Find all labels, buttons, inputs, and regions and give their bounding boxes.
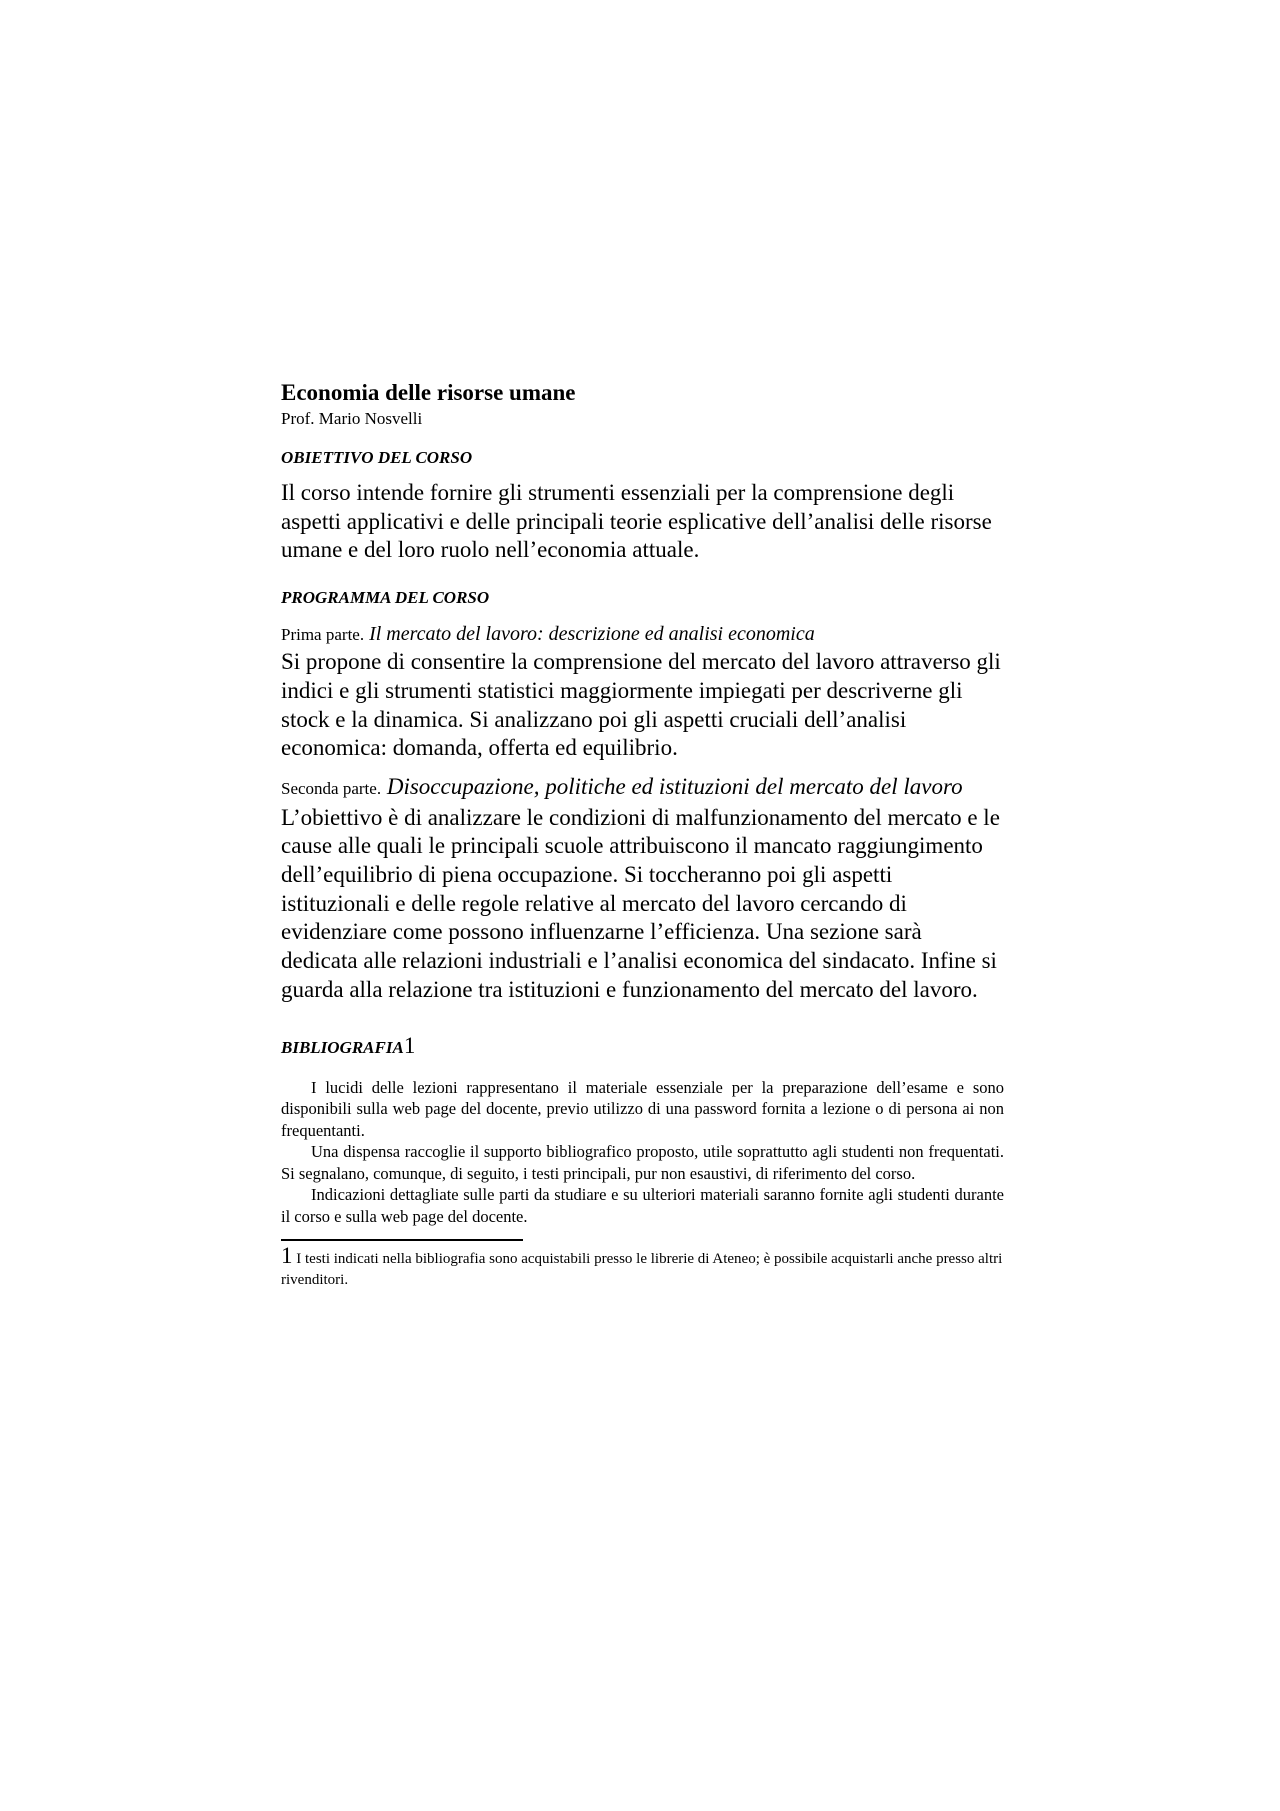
part1-text: Si propone di consentire la comprensione del mercato del lavoro attraverso gli indici e gli strumenti statistici maggiormente impiegati per descriverne gli stock e la dinamica. Si analizzano poi gli aspetti cruciali dell’analisi economica: domanda, offerta ed equilibrio. <box>281 649 1001 761</box>
bibliography-paragraph: Indicazioni dettagliate sulle parti da studiare e su ulteriori materiali saranno fornite agli studenti durante il corso e sulla web page del docente. <box>281 1185 1004 1226</box>
bibliography-paragraph: Una dispensa raccoglie il supporto bibliografico proposto, utile soprattutto agli studenti non frequentati. Si segnalano, comunque, di seguito, i testi principali, pur non esaustivi, di riferimento del corso. <box>281 1142 1004 1183</box>
professor-name: Prof. Mario Nosvelli <box>281 409 423 428</box>
part2-text: L’obiettivo è di analizzare le condizioni di malfunzionamento del mercato e le cause alle quali le principali scuole attribuiscono il mancato raggiungimento dell’equilibrio di piena occupazione. Si toccheranno poi gli aspetti istituzionali e delle regole relative al mercato del lavoro cercando di evidenziare come possono influenzarne l’efficienza. Una sezione sarà dedicata alle relazioni industriali e l’analisi economica del sindacato. Infine si guarda alla relazione tra istituzioni e funzionamento del mercato del lavoro. <box>281 804 1000 1002</box>
footnote-divider <box>281 1239 523 1241</box>
part1-title: Il mercato del lavoro: descrizione ed analisi economica <box>369 623 815 646</box>
bibliography-heading-text: BIBLIOGRAFIA <box>281 1037 404 1057</box>
part1-heading <box>281 621 1004 648</box>
objective-heading: OBIETTIVO DEL CORSO <box>281 448 473 467</box>
bibliography-paragraph: I lucidi delle lezioni rappresentano il materiale essenziale per la preparazione dell’esame e sono disponibili sulla web page del docente, previo utilizzo di una password fornita a lezione o di persona ai non frequentanti. <box>281 1077 1004 1140</box>
document-page <box>281 378 1004 1291</box>
footnote-number: 1 <box>281 1243 293 1269</box>
part2-title: Disoccupazione, politiche ed istituzioni del mercato del lavoro <box>386 773 963 799</box>
part1-label: Prima parte. <box>281 625 365 645</box>
part2-label: Seconda parte. <box>281 778 382 798</box>
footnote <box>281 1245 1004 1291</box>
part2-heading <box>281 773 1004 804</box>
footnote-text: I testi indicati nella bibliografia sono acquistabili presso le librerie di Ateneo; è possibile acquistarli anche presso altri rivenditori. <box>281 1251 1003 1289</box>
footnote-reference[interactable]: 1 <box>403 1032 416 1058</box>
objective-text: Il corso intende fornire gli strumenti essenziali per la comprensione degli aspetti applicativi e delle principali teorie esplicative dell’analisi delle risorse umane e del loro ruolo nell’economia attuale. <box>281 480 992 563</box>
course-title: Economia delle risorse umane <box>281 380 576 405</box>
bibliography-heading <box>281 1032 1004 1059</box>
bibliography-paragraphs <box>281 1077 1004 1228</box>
program-heading: PROGRAMMA DEL CORSO <box>281 588 490 608</box>
